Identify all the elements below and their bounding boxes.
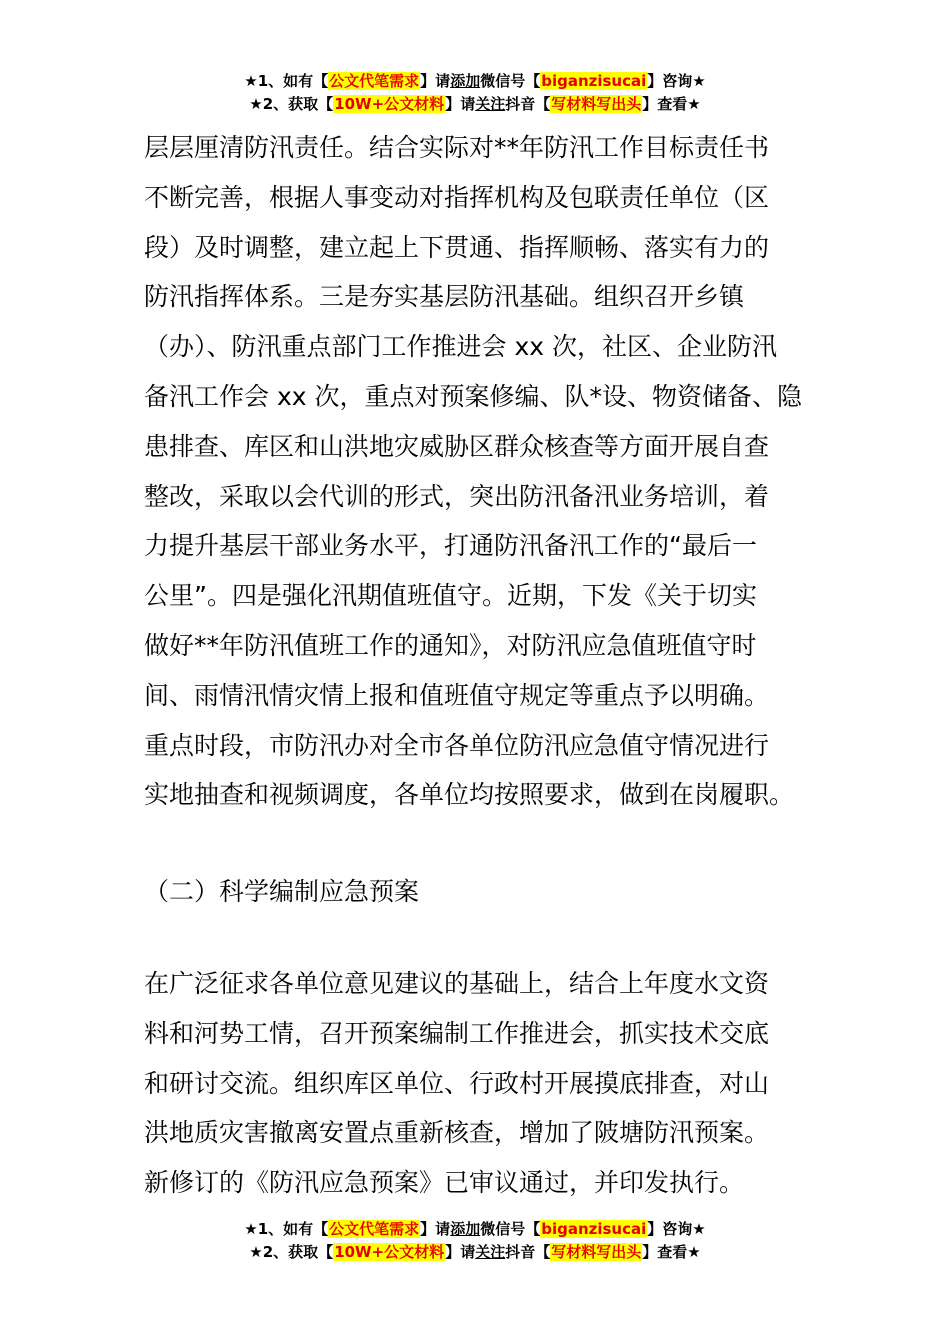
text-line: 和研讨交流。组织库区单位、行政村开展摸底排查，对山	[144, 1068, 770, 1098]
douyin-account: 写材料写出头	[551, 1243, 642, 1261]
banner-text: 】请	[445, 1243, 476, 1261]
underlined-follow: 关注	[475, 95, 506, 113]
banner-text: 微信号【	[480, 1220, 541, 1238]
bottom-banner	[0, 1218, 950, 1264]
highlight-materials: 10W+公文材料	[334, 1243, 445, 1261]
banner-text: 】咨询★	[647, 1220, 706, 1238]
text-line: （办）、防汛重点部门工作推进会 xx 次，社区、企业防汛	[144, 332, 777, 362]
banner-text: ★1、如有【	[244, 1220, 329, 1238]
banner-text: 微信号【	[480, 72, 541, 90]
text-line: 料和河势工情，召开预案编制工作推进会，抓实技术交底	[144, 1018, 770, 1048]
text-line: 实地抽查和视频调度，各单位均按照要求，做到在岗履职。	[144, 780, 795, 810]
douyin-account: 写材料写出头	[551, 95, 642, 113]
text-line: 患排查、库区和山洪地灾威胁区群众核查等方面开展自查	[144, 431, 770, 461]
banner-text: ★2、获取【	[249, 95, 334, 113]
banner-line-2	[0, 1241, 950, 1264]
highlight-service: 公文代笔需求	[329, 72, 420, 90]
text-line: 层层厘清防汛责任。结合实际对**年防汛工作目标责任书	[144, 133, 770, 162]
text-line: 间、雨情汛情灾情上报和值班值守规定等重点予以明确。	[144, 680, 770, 710]
highlight-service: 公文代笔需求	[329, 1220, 420, 1238]
text-line: 在广泛征求各单位意见建议的基础上，结合上年度水文资	[144, 968, 770, 998]
wechat-id: biganzisucai	[541, 1220, 647, 1238]
banner-text: 】咨询★	[647, 72, 706, 90]
banner-text: 】查看★	[642, 1243, 701, 1261]
text-line: 整改，采取以会代训的形式，突出防汛备汛业务培训，着	[144, 481, 770, 511]
text-line: 防汛指挥体系。三是夯实基层防汛基础。组织召开乡镇	[144, 282, 745, 312]
document-body	[144, 123, 816, 1208]
section-heading	[144, 867, 816, 917]
text-line: 重点时段，市防汛办对全市各单位防汛应急值守情况进行	[144, 730, 770, 760]
banner-text: 】请	[420, 72, 451, 90]
paragraph-1	[144, 123, 816, 820]
text-line: 备汛工作会 xx 次，重点对预案修编、队*设、物资储备、隐	[144, 381, 802, 411]
banner-text: 】请	[420, 1220, 451, 1238]
text-line: 力提升基层干部业务水平，打通防汛备汛工作的“最后一	[144, 531, 757, 561]
wechat-id: biganzisucai	[541, 72, 647, 90]
underlined-add: 添加	[450, 1220, 481, 1238]
banner-text: ★1、如有【	[244, 72, 329, 90]
banner-text: 】请	[445, 95, 476, 113]
banner-text: ★2、获取【	[249, 1243, 334, 1261]
banner-line-2	[0, 93, 950, 116]
banner-line-1	[0, 70, 950, 93]
heading-text: （二）科学编制应急预案	[144, 877, 420, 907]
paragraph-2	[144, 959, 816, 1208]
text-line: 段）及时调整，建立起上下贯通、指挥顺畅、落实有力的	[144, 232, 770, 262]
top-banner	[0, 70, 950, 116]
text-line: 洪地质灾害撤离安置点重新核查，增加了陂塘防汛预案。	[144, 1118, 770, 1148]
banner-line-1	[0, 1218, 950, 1241]
highlight-materials: 10W+公文材料	[334, 95, 445, 113]
text-line: 不断完善，根据人事变动对指挥机构及包联责任单位（区	[144, 182, 770, 212]
text-line: 做好**年防汛值班工作的通知》，对防汛应急值班值守时	[144, 630, 757, 660]
underlined-add: 添加	[450, 72, 481, 90]
text-line: 新修订的《防汛应急预案》已审议通过，并印发执行。	[144, 1168, 745, 1198]
banner-text: 抖音【	[505, 95, 551, 113]
banner-text: 抖音【	[505, 1243, 551, 1261]
underlined-follow: 关注	[475, 1243, 506, 1261]
text-line: 公里”。四是强化汛期值班值守。近期，下发《关于切实	[144, 581, 757, 611]
banner-text: 】查看★	[642, 95, 701, 113]
